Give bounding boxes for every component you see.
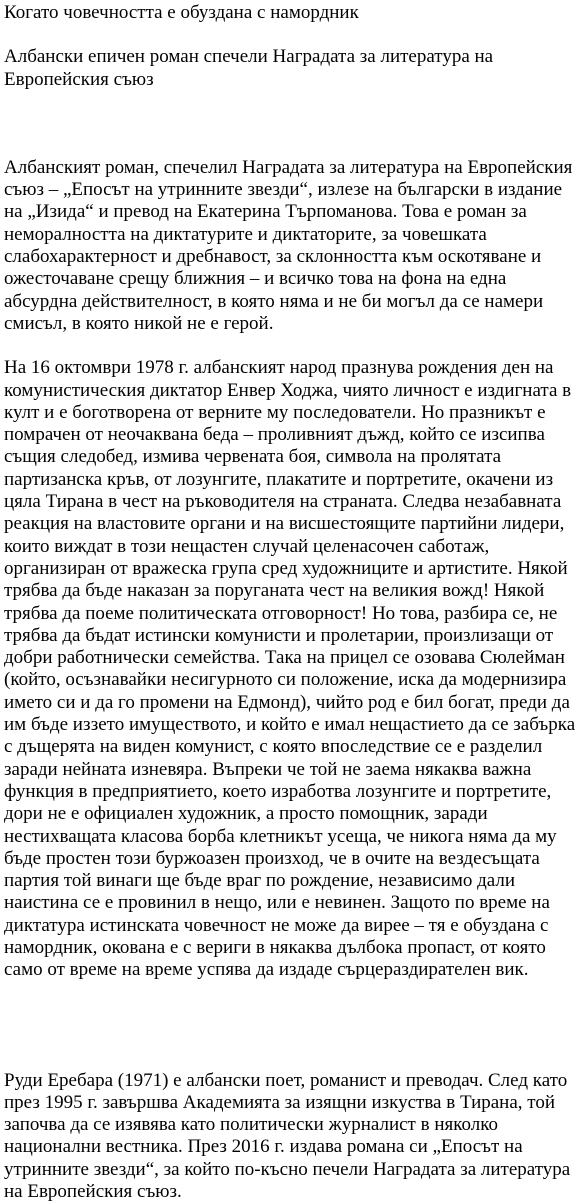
author-bio-paragraph: Руди Еребара (1971) е албански поет, романист и преводач. След като през 1995 г. завършва Академията за изящни изкуства в Тирана, той започва да се изявява като политически журналист в няколко национални вестника. През 2016 г. издава романа си „Епосът на утринните звезди“, за който по-късно печели Наградата за литература на Европейския съюз.	[4, 1069, 571, 1203]
article	[4, 2, 576, 1203]
article-body-paragraph: На 16 октомври 1978 г. албанският народ празнува рождения ден на комунистическия диктатор Енвер Ходжа, чиято личност е издигната в култ и е боготворена от верните му последователи. Но празникът е помрачен от неочаквана беда – проливният дъжд, който се изсипва същия следобед, измива червената боя, символа на пролятата партизанска кръв, от лозунгите, плакатите и портретите, окачени из цяла Тирана в чест на ръководителя на страната. Следва незабавната реакция на властовите органи и на висшестоящите партийни лидери, които виждат в този нещастен случай целенасочен саботаж, организиран от вражеска група сред художниците и артистите. Някой трябва да бъде наказан за поруганата чест на великия вожд! Някой трябва да поеме политическата отговорност! Но това, разбира се, не трябва да бъдат истински комунисти и пролетарии, произлизащи от добри работнически семейства. Така на прицел се озовава Сюлейман (който, осъзнавайки несигурното си положение, иска да модернизира името си и да го промени на Едмонд), чийто род е бил богат, преди да им бъде иззето имуществото, и който е имал нещастието да се забърка с дъщерята на виден комунист, с която впоследствие се е разделил заради нейната изневяра. Въпреки че той не заема някаква важна функция в предприятието, което изработва лозунгите и портретите, дори не е официален художник, а просто помощник, заради нестихващата класова борба клетникът усеща, че никога няма да му бъде простен този буржоазен произход, че в очите на вездесъщата партия той винаги ще бъде враг по рождение, независимо дали наистина се е провинил в нещо, или е невинен. Защото по време на диктатура истинската човечност не може да вирее – тя е обуздана с намордник, окована е с вериги в някаква дълбока пропаст, от която само от време на време успява да издаде сърцераздирателен вик.	[4, 357, 576, 981]
article-title: Когато човечността е обуздана с намордник	[4, 2, 359, 23]
article-lead-paragraph: Албанският роман, спечелил Наградата за литература на Европейския съюз – „Епосът на утринните звезди“, излезе на български в издание на „Изида“ и превод на Екатерина Търпоманова. Това е роман за неморалността на диктатурите и диктаторите, за човешката слабохарактерност и дребнавост, за склонността към оскотяване и ожесточаване срещу ближния – и всичко това на фона на една абсурдна действителност, в която няма и не би могъл да се намери смисъл, в която никой не е герой.	[4, 156, 573, 334]
article-subtitle: Албански епичен роман спечели Наградата за литература на Европейския съюз	[4, 46, 494, 90]
